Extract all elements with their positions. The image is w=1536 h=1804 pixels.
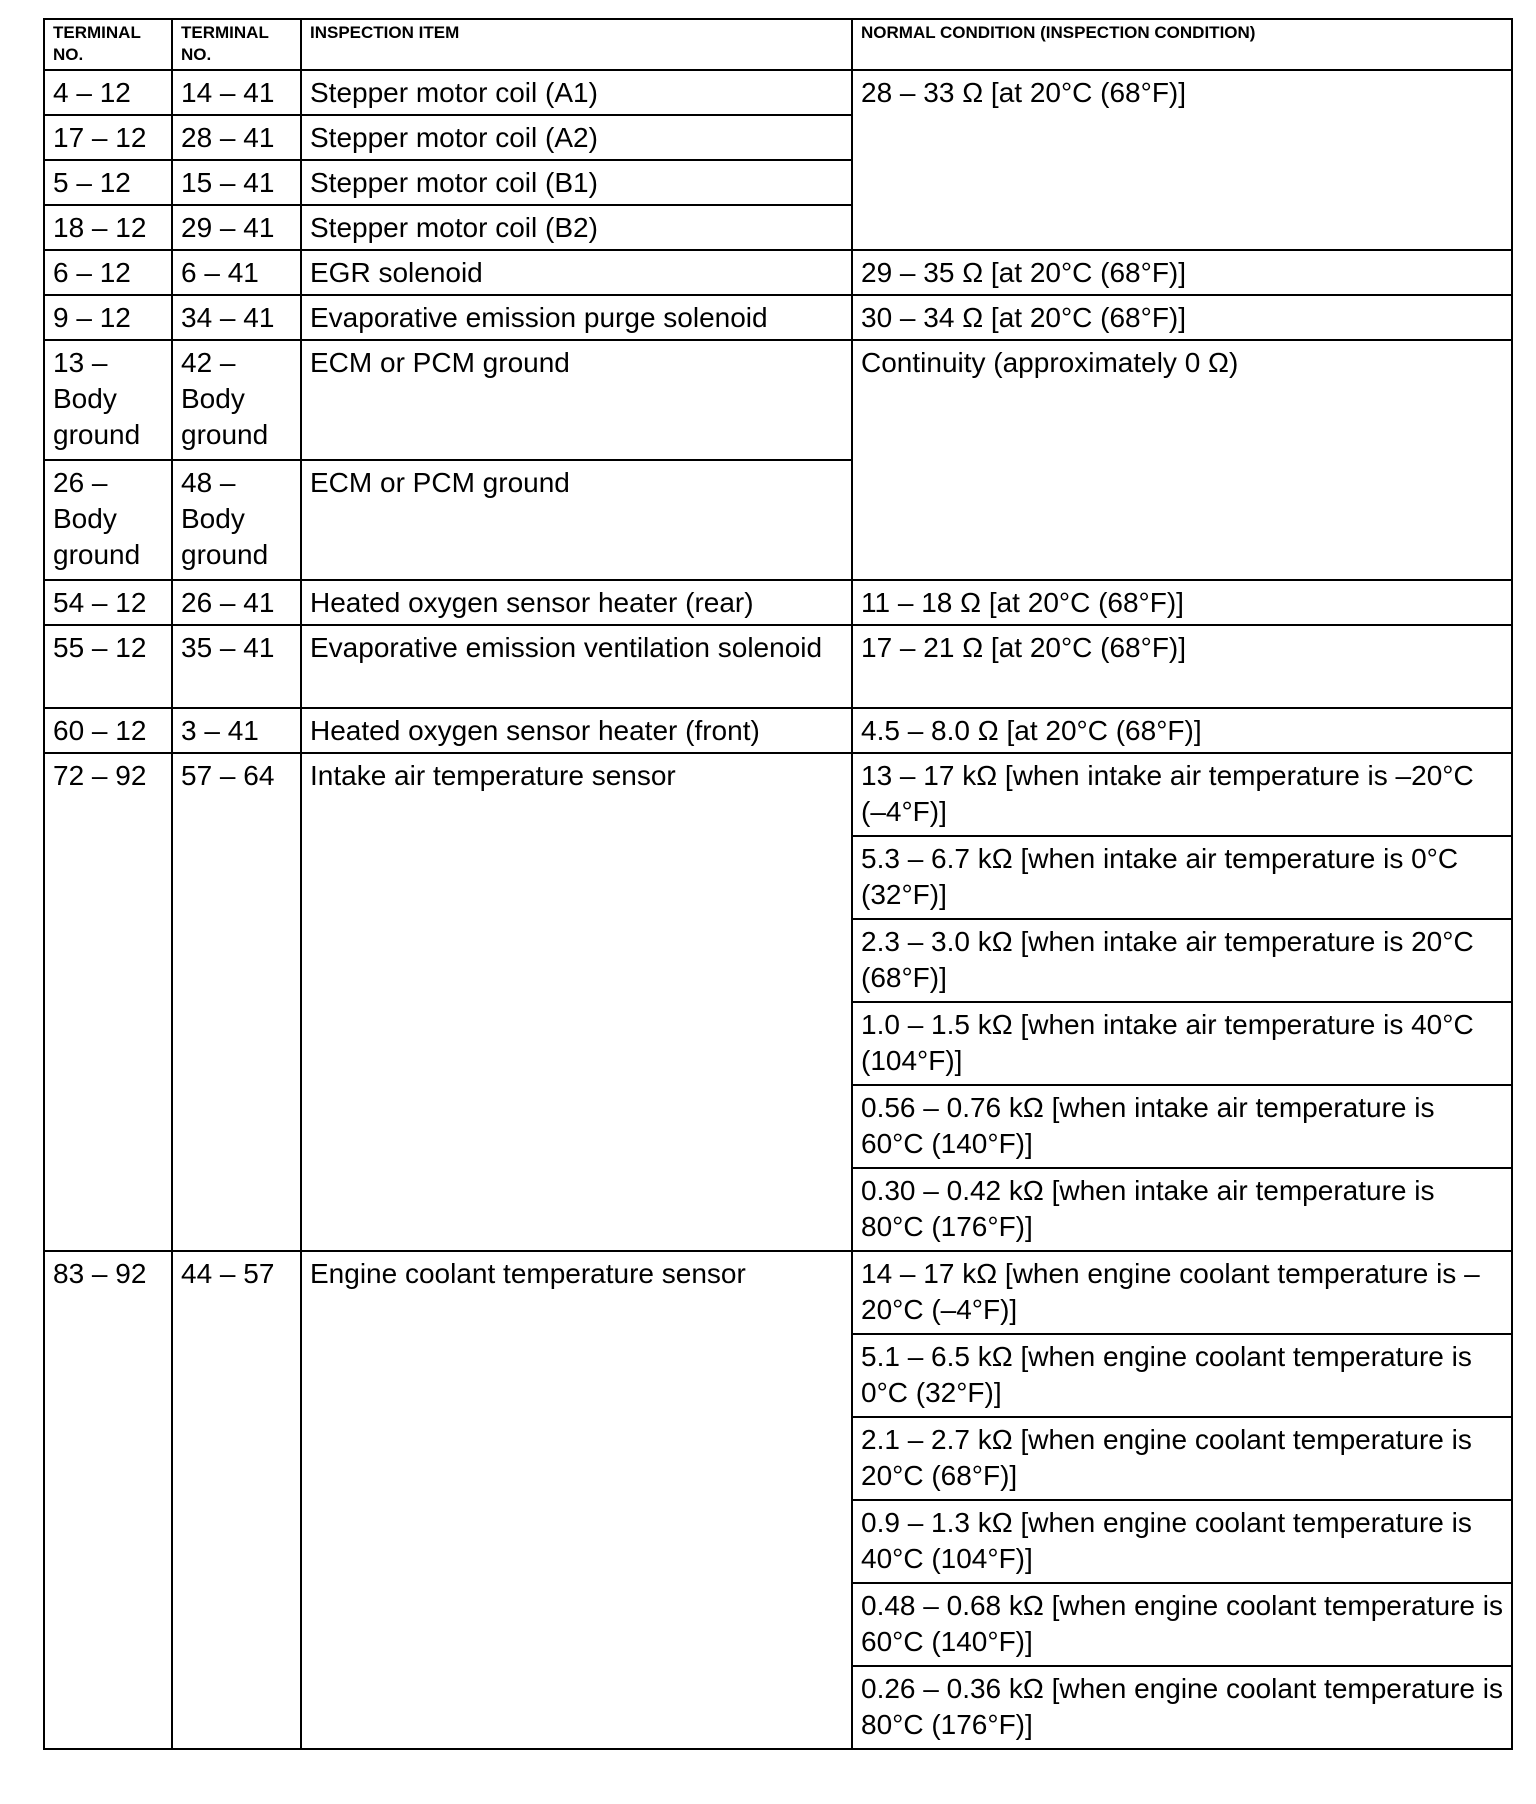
terminal-cell: 5 – 12 xyxy=(44,160,172,205)
terminal-cell: 72 – 92 xyxy=(44,753,172,1251)
terminal-cell: 6 – 12 xyxy=(44,250,172,295)
inspection-item-cell: Evaporative emission purge solenoid xyxy=(301,295,852,340)
table-row xyxy=(44,625,1512,708)
table-row xyxy=(44,340,1512,460)
terminal-cell: 44 – 57 xyxy=(172,1251,301,1749)
terminal-cell: 42 – Body ground xyxy=(172,340,301,460)
header-row xyxy=(44,19,1512,70)
condition-cell: 11 – 18 Ω [at 20°C (68°F)] xyxy=(852,580,1512,625)
inspection-item-cell: Heated oxygen sensor heater (front) xyxy=(301,708,852,753)
terminal-cell: 15 – 41 xyxy=(172,160,301,205)
condition-cell: 2.1 – 2.7 kΩ [when engine coolant temperature is 20°C (68°F)] xyxy=(852,1417,1512,1500)
terminal-cell: 6 – 41 xyxy=(172,250,301,295)
condition-cell: 0.26 – 0.36 kΩ [when engine coolant temperature is 80°C (176°F)] xyxy=(852,1666,1512,1749)
terminal-cell: 48 – Body ground xyxy=(172,460,301,580)
table-row xyxy=(44,70,1512,115)
condition-cell: 1.0 – 1.5 kΩ [when intake air temperature is 40°C (104°F)] xyxy=(852,1002,1512,1085)
terminal-cell: 29 – 41 xyxy=(172,205,301,250)
condition-cell: 0.30 – 0.42 kΩ [when intake air temperature is 80°C (176°F)] xyxy=(852,1168,1512,1251)
inspection-item-cell: ECM or PCM ground xyxy=(301,340,852,460)
condition-cell: 13 – 17 kΩ [when intake air temperature is –20°C (–4°F)] xyxy=(852,753,1512,836)
terminal-cell: 57 – 64 xyxy=(172,753,301,1251)
terminal-cell: 14 – 41 xyxy=(172,70,301,115)
condition-cell: Continuity (approximately 0 Ω) xyxy=(852,340,1512,580)
terminal-cell: 17 – 12 xyxy=(44,115,172,160)
table-row xyxy=(44,753,1512,836)
inspection-table xyxy=(43,18,1513,1750)
inspection-item-cell: Heated oxygen sensor heater (rear) xyxy=(301,580,852,625)
terminal-cell: 26 – 41 xyxy=(172,580,301,625)
inspection-item-cell: Engine coolant temperature sensor xyxy=(301,1251,852,1749)
table-row xyxy=(44,580,1512,625)
terminal-cell: 35 – 41 xyxy=(172,625,301,708)
terminal-cell: 60 – 12 xyxy=(44,708,172,753)
inspection-item-cell: Evaporative emission ventilation solenoid xyxy=(301,625,852,708)
condition-cell: 0.56 – 0.76 kΩ [when intake air temperature is 60°C (140°F)] xyxy=(852,1085,1512,1168)
inspection-item-cell: Intake air temperature sensor xyxy=(301,753,852,1251)
inspection-item-cell: ECM or PCM ground xyxy=(301,460,852,580)
inspection-item-cell: EGR solenoid xyxy=(301,250,852,295)
inspection-sheet xyxy=(43,18,1513,1750)
terminal-cell: 18 – 12 xyxy=(44,205,172,250)
condition-cell: 29 – 35 Ω [at 20°C (68°F)] xyxy=(852,250,1512,295)
terminal-cell: 54 – 12 xyxy=(44,580,172,625)
terminal-cell: 28 – 41 xyxy=(172,115,301,160)
terminal-cell: 55 – 12 xyxy=(44,625,172,708)
condition-cell: 0.48 – 0.68 kΩ [when engine coolant temperature is 60°C (140°F)] xyxy=(852,1583,1512,1666)
condition-cell: 30 – 34 Ω [at 20°C (68°F)] xyxy=(852,295,1512,340)
terminal-cell: 83 – 92 xyxy=(44,1251,172,1749)
condition-cell: 0.9 – 1.3 kΩ [when engine coolant temperature is 40°C (104°F)] xyxy=(852,1500,1512,1583)
inspection-item-cell: Stepper motor coil (B2) xyxy=(301,205,852,250)
table-row xyxy=(44,708,1512,753)
condition-cell: 5.3 – 6.7 kΩ [when intake air temperature is 0°C (32°F)] xyxy=(852,836,1512,919)
condition-cell: 5.1 – 6.5 kΩ [when engine coolant temperature is 0°C (32°F)] xyxy=(852,1334,1512,1417)
condition-cell: 4.5 – 8.0 Ω [at 20°C (68°F)] xyxy=(852,708,1512,753)
condition-cell: 17 – 21 Ω [at 20°C (68°F)] xyxy=(852,625,1512,708)
header-terminal-no-1: TERMINAL NO. xyxy=(44,19,172,70)
terminal-cell: 34 – 41 xyxy=(172,295,301,340)
table-row xyxy=(44,295,1512,340)
condition-cell: 2.3 – 3.0 kΩ [when intake air temperature is 20°C (68°F)] xyxy=(852,919,1512,1002)
terminal-cell: 26 – Body ground xyxy=(44,460,172,580)
terminal-cell: 3 – 41 xyxy=(172,708,301,753)
terminal-cell: 13 – Body ground xyxy=(44,340,172,460)
terminal-cell: 4 – 12 xyxy=(44,70,172,115)
inspection-item-cell: Stepper motor coil (A1) xyxy=(301,70,852,115)
table-row xyxy=(44,250,1512,295)
condition-cell: 28 – 33 Ω [at 20°C (68°F)] xyxy=(852,70,1512,250)
terminal-cell: 9 – 12 xyxy=(44,295,172,340)
table-row xyxy=(44,1251,1512,1334)
header-normal-condition: NORMAL CONDITION (INSPECTION CONDITION) xyxy=(852,19,1512,70)
inspection-item-cell: Stepper motor coil (B1) xyxy=(301,160,852,205)
inspection-item-cell: Stepper motor coil (A2) xyxy=(301,115,852,160)
header-inspection-item: INSPECTION ITEM xyxy=(301,19,852,70)
header-terminal-no-2: TERMINAL NO. xyxy=(172,19,301,70)
condition-cell: 14 – 17 kΩ [when engine coolant temperature is –20°C (–4°F)] xyxy=(852,1251,1512,1334)
